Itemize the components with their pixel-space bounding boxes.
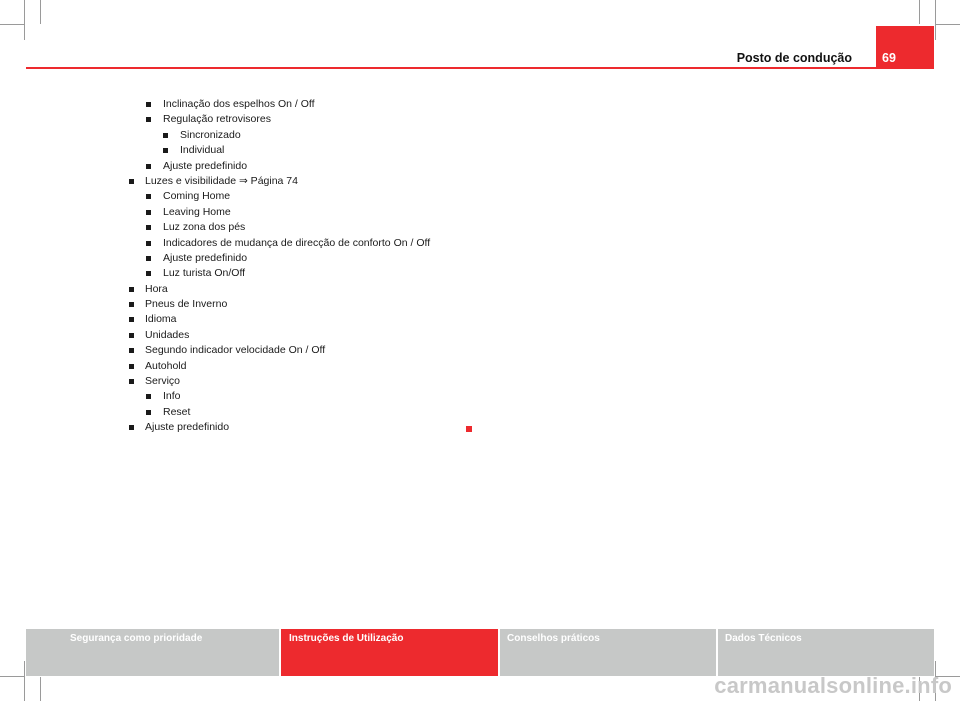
tab-instrucoes[interactable]: Instruções de Utilização xyxy=(281,629,498,676)
bullet-icon xyxy=(146,194,151,199)
list-item xyxy=(128,143,488,158)
list-item xyxy=(128,128,488,143)
bullet-icon xyxy=(129,425,134,430)
crop-mark xyxy=(919,0,920,24)
list-item-text: Reset xyxy=(163,405,191,418)
list-item-text: Ajuste predefinido xyxy=(163,251,248,264)
list-item-text: Autohold xyxy=(145,359,187,372)
bullet-icon xyxy=(129,333,134,338)
bullet-icon xyxy=(129,302,134,307)
list-item xyxy=(128,112,488,127)
list-item-text: Pneus de Inverno xyxy=(145,298,228,311)
crop-mark xyxy=(0,676,24,677)
tab-dados-tecnicos[interactable]: Dados Técnicos xyxy=(718,629,934,676)
section-end-marker xyxy=(466,426,472,432)
list-item xyxy=(128,97,488,112)
crop-mark xyxy=(935,0,936,40)
bullet-icon xyxy=(146,256,151,261)
bullet-icon xyxy=(146,164,151,169)
list-item-text: Ajuste predefinido xyxy=(145,421,230,434)
watermark: carmanualsonline.info xyxy=(714,673,952,698)
page-number-tab xyxy=(876,26,934,68)
bullet-icon xyxy=(129,364,134,369)
list-item xyxy=(128,189,488,204)
bullet-icon xyxy=(146,271,151,276)
bullet-icon xyxy=(129,348,134,353)
list-item xyxy=(128,236,488,251)
list-item xyxy=(128,328,488,343)
list-item-text: Individual xyxy=(180,144,225,157)
bullet-icon xyxy=(146,225,151,230)
bullet-icon xyxy=(146,102,151,107)
list-item xyxy=(128,405,488,420)
bullet-icon xyxy=(163,148,168,153)
list-item xyxy=(128,297,488,312)
list-item-text: Info xyxy=(163,390,181,403)
list-item xyxy=(128,312,488,327)
list-item xyxy=(128,220,488,235)
list-item xyxy=(128,359,488,374)
list-item xyxy=(128,389,488,404)
chapter-tabs xyxy=(26,629,934,676)
bullet-icon xyxy=(146,241,151,246)
tab-seguranca[interactable]: Segurança como prioridade xyxy=(26,629,279,676)
bullet-icon xyxy=(129,317,134,322)
list-item-text: Sincronizado xyxy=(180,128,241,141)
list-item-text: Ajuste predefinido xyxy=(163,159,248,172)
list-item-text: Luzes e visibilidade ⇒ Página 74 xyxy=(145,174,298,187)
header-rule xyxy=(26,67,934,69)
bullet-icon xyxy=(146,410,151,415)
list-item-text: Coming Home xyxy=(163,190,231,203)
list-item-text: Leaving Home xyxy=(163,205,231,218)
tab-conselhos[interactable]: Conselhos práticos xyxy=(500,629,716,676)
list-item-text: Unidades xyxy=(145,328,190,341)
list-item-text: Luz zona dos pés xyxy=(163,221,246,234)
settings-menu-list xyxy=(128,97,488,436)
list-item-text: Segundo indicador velocidade On / Off xyxy=(145,344,326,357)
crop-mark xyxy=(24,661,25,701)
bullet-icon xyxy=(163,133,168,138)
bullet-icon xyxy=(129,287,134,292)
bullet-icon xyxy=(146,210,151,215)
crop-mark xyxy=(40,677,41,701)
list-item xyxy=(128,374,488,389)
list-item-text: Inclinação dos espelhos On / Off xyxy=(163,98,315,110)
bullet-icon xyxy=(146,117,151,122)
list-item-text: Indicadores de mudança de direcção de conforto On / Off xyxy=(163,236,431,249)
crop-mark xyxy=(24,0,25,40)
list-item xyxy=(128,266,488,281)
bullet-icon xyxy=(129,379,134,384)
section-title: Posto de condução xyxy=(736,51,852,65)
list-item xyxy=(128,420,488,435)
bullet-icon xyxy=(146,394,151,399)
list-item-text: Serviço xyxy=(145,375,181,388)
list-item-text: Regulação retrovisores xyxy=(163,113,271,126)
list-item xyxy=(128,251,488,266)
crop-mark xyxy=(0,24,24,25)
list-item-text: Luz turista On/Off xyxy=(163,267,246,280)
list-item xyxy=(128,174,488,189)
crop-mark xyxy=(40,0,41,24)
crop-mark xyxy=(936,24,960,25)
list-item xyxy=(128,159,488,174)
list-item xyxy=(128,282,488,297)
list-item xyxy=(128,205,488,220)
list-item xyxy=(128,343,488,358)
list-item-text: Hora xyxy=(145,282,168,295)
list-item-text: Idioma xyxy=(145,313,177,326)
bullet-icon xyxy=(129,179,134,184)
page-number: 69 xyxy=(882,51,896,65)
